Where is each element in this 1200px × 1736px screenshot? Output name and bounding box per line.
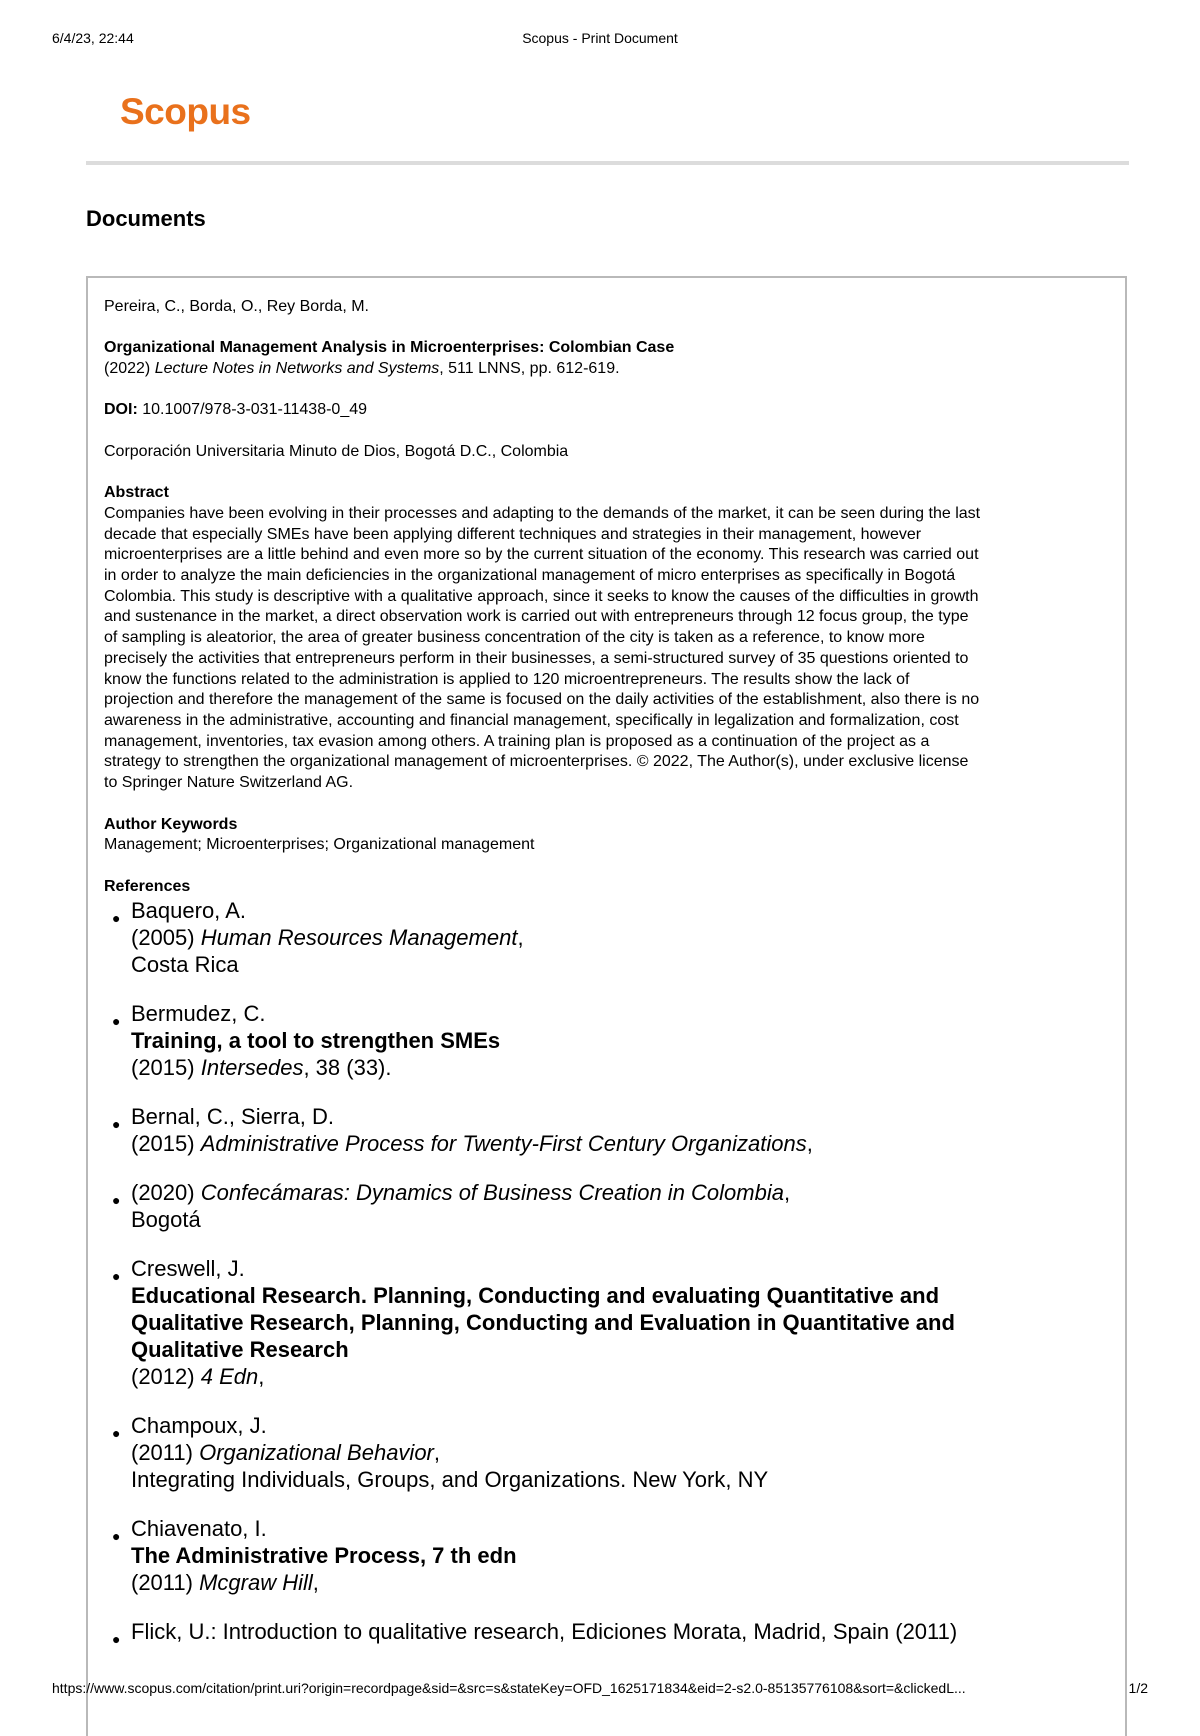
print-footer (52, 1680, 1148, 1698)
reference-item (104, 1179, 1094, 1233)
bullet-icon: ● (112, 1425, 121, 1442)
keywords: Management; Microenterprises; Organizational management (104, 836, 535, 854)
reference-line: Champoux, J. (131, 1413, 267, 1439)
abstract-line: management, inventories, tax evasion among others. A training plan is proposed as a continuation of the project as a (104, 732, 930, 750)
reference-item (104, 1000, 1094, 1081)
reference-line: Qualitative Research, Planning, Conducting and Evaluation in Quantitative and (131, 1310, 955, 1336)
bullet-icon: ● (112, 1192, 121, 1209)
document-record (104, 297, 1094, 1667)
reference-line: Costa Rica (131, 952, 239, 978)
page-number: 1/2 (1128, 1680, 1148, 1696)
authors: Pereira, C., Borda, O., Rey Borda, M. (104, 298, 369, 315)
bullet-icon: ● (112, 910, 121, 927)
reference-line: The Administrative Process, 7 th edn (131, 1543, 517, 1569)
bullet-icon: ● (112, 1013, 121, 1030)
source-year: (2022) (104, 360, 151, 378)
reference-line: Chiavenato, I. (131, 1516, 267, 1542)
abstract-label: Abstract (104, 484, 169, 502)
abstract-line: microenterprises are a little behind and even more so by the current situation of the economy. This research was carried out (104, 546, 979, 564)
reference-line: Baquero, A. (131, 898, 246, 924)
reference-item (104, 1103, 1094, 1157)
doi-value: 10.1007/978-3-031-11438-0_49 (142, 401, 368, 419)
reference-line: (2011) Organizational Behavior, (131, 1440, 441, 1466)
print-header (52, 30, 1148, 48)
print-title: Scopus - Print Document (522, 30, 678, 46)
bullet-icon: ● (112, 1528, 121, 1545)
abstract-line: strategy to strengthen the organizational management of microenterprises. © 2022, The Author(s), under exclusive license (104, 753, 969, 771)
references-list (104, 897, 1094, 1648)
reference-line: Bogotá (131, 1207, 201, 1233)
reference-item (104, 1412, 1094, 1493)
reference-line: Qualitative Research (131, 1337, 349, 1363)
abstract-line: projection and therefore the management of the same is focused on the daily activities of the establishment, also there is no (104, 691, 980, 709)
abstract-line: Companies have been evolving in their processes and adapting to the demands of the market, it can be seen during the last (104, 504, 981, 522)
reference-line: Creswell, J. (131, 1256, 245, 1282)
abstract-line: know the functions related to the administration is applied to 120 microentrepreneurs. The results show the lack of (104, 670, 910, 688)
reference-line: Integrating Individuals, Groups, and Organizations. New York, NY (131, 1467, 769, 1493)
abstract-line: to Springer Nature Switzerland AG. (104, 774, 354, 792)
reference-line: Bernal, C., Sierra, D. (131, 1104, 334, 1130)
reference-line: (2015) Administrative Process for Twenty-First Century Organizations, (131, 1131, 813, 1157)
doi-line (104, 400, 1094, 421)
abstract-line: of sampling is aleatorior, the area of greater business concentration of the city is taken as a reference, to know more (104, 629, 925, 647)
doi-label: DOI: (104, 401, 138, 419)
bullet-icon: ● (112, 1268, 121, 1285)
reference-line: Bermudez, C. (131, 1001, 266, 1027)
reference-line: Training, a tool to strengthen SMEs (131, 1028, 501, 1054)
source-volume-pages: , 511 LNNS, pp. 612-619. (439, 360, 620, 378)
reference-item (104, 897, 1094, 978)
bullet-icon: ● (112, 1631, 121, 1648)
reference-line: Flick, U.: Introduction to qualitative research, Ediciones Morata, Madrid, Spain (2011) (131, 1619, 958, 1645)
affiliation: Corporación Universitaria Minuto de Dios, Bogotá D.C., Colombia (104, 442, 569, 460)
reference-line: Educational Research. Planning, Conducting and evaluating Quantitative and (131, 1283, 940, 1309)
abstract-text (104, 504, 1094, 794)
abstract-line: awareness in the administrative, accounting and financial management, specifically in legalization and formalization, cost (104, 712, 959, 729)
bullet-icon: ● (112, 1116, 121, 1133)
reference-item (104, 1255, 1094, 1390)
header-divider (86, 161, 1129, 165)
abstract-line: Colombia. This study is descriptive with a qualitative approach, since it seeks to know the causes of the difficulties in growth (104, 587, 979, 605)
print-date: 6/4/23, 22:44 (52, 30, 134, 46)
document-title: Organizational Management Analysis in Microenterprises: Colombian Case (104, 339, 675, 357)
references-label: References (104, 877, 191, 895)
reference-line: (2020) Confecámaras: Dynamics of Business Creation in Colombia, (131, 1180, 791, 1206)
reference-item (104, 1618, 1094, 1648)
reference-line: (2015) Intersedes, 38 (33). (131, 1055, 392, 1081)
reference-line: (2005) Human Resources Management, (131, 925, 524, 951)
reference-item (104, 1515, 1094, 1596)
reference-line: (2011) Mcgraw Hill, (131, 1570, 319, 1596)
abstract-line: precisely the activities that entrepreneurs perform in their businesses, a semi-structured survey of 35 questions oriented to (104, 649, 969, 667)
source-line (104, 359, 1094, 380)
keywords-label: Author Keywords (104, 815, 238, 833)
reference-line: (2012) 4 Edn, (131, 1364, 265, 1390)
page-title: Documents (86, 206, 206, 231)
abstract-line: decade that especially SMEs have been applying different techniques and strategies in their management, however (104, 525, 922, 543)
source-journal: Lecture Notes in Networks and Systems (154, 360, 440, 378)
abstract-line: in order to analyze the main deficiencies in the organizational management of micro enterprises as specifically in Bogotá (104, 567, 956, 585)
page-url: https://www.scopus.com/citation/print.uri?origin=recordpage&sid=&src=s&stateKey=OFD_1625171834&eid=2-s2.0-85135776108&sort=&clickedL... (52, 1680, 966, 1696)
scopus-logo: Scopus (120, 91, 251, 132)
abstract-line: and sustenance in the market, a direct observation work is carried out with entrepreneurs through 12 focus group, the type (104, 608, 969, 626)
